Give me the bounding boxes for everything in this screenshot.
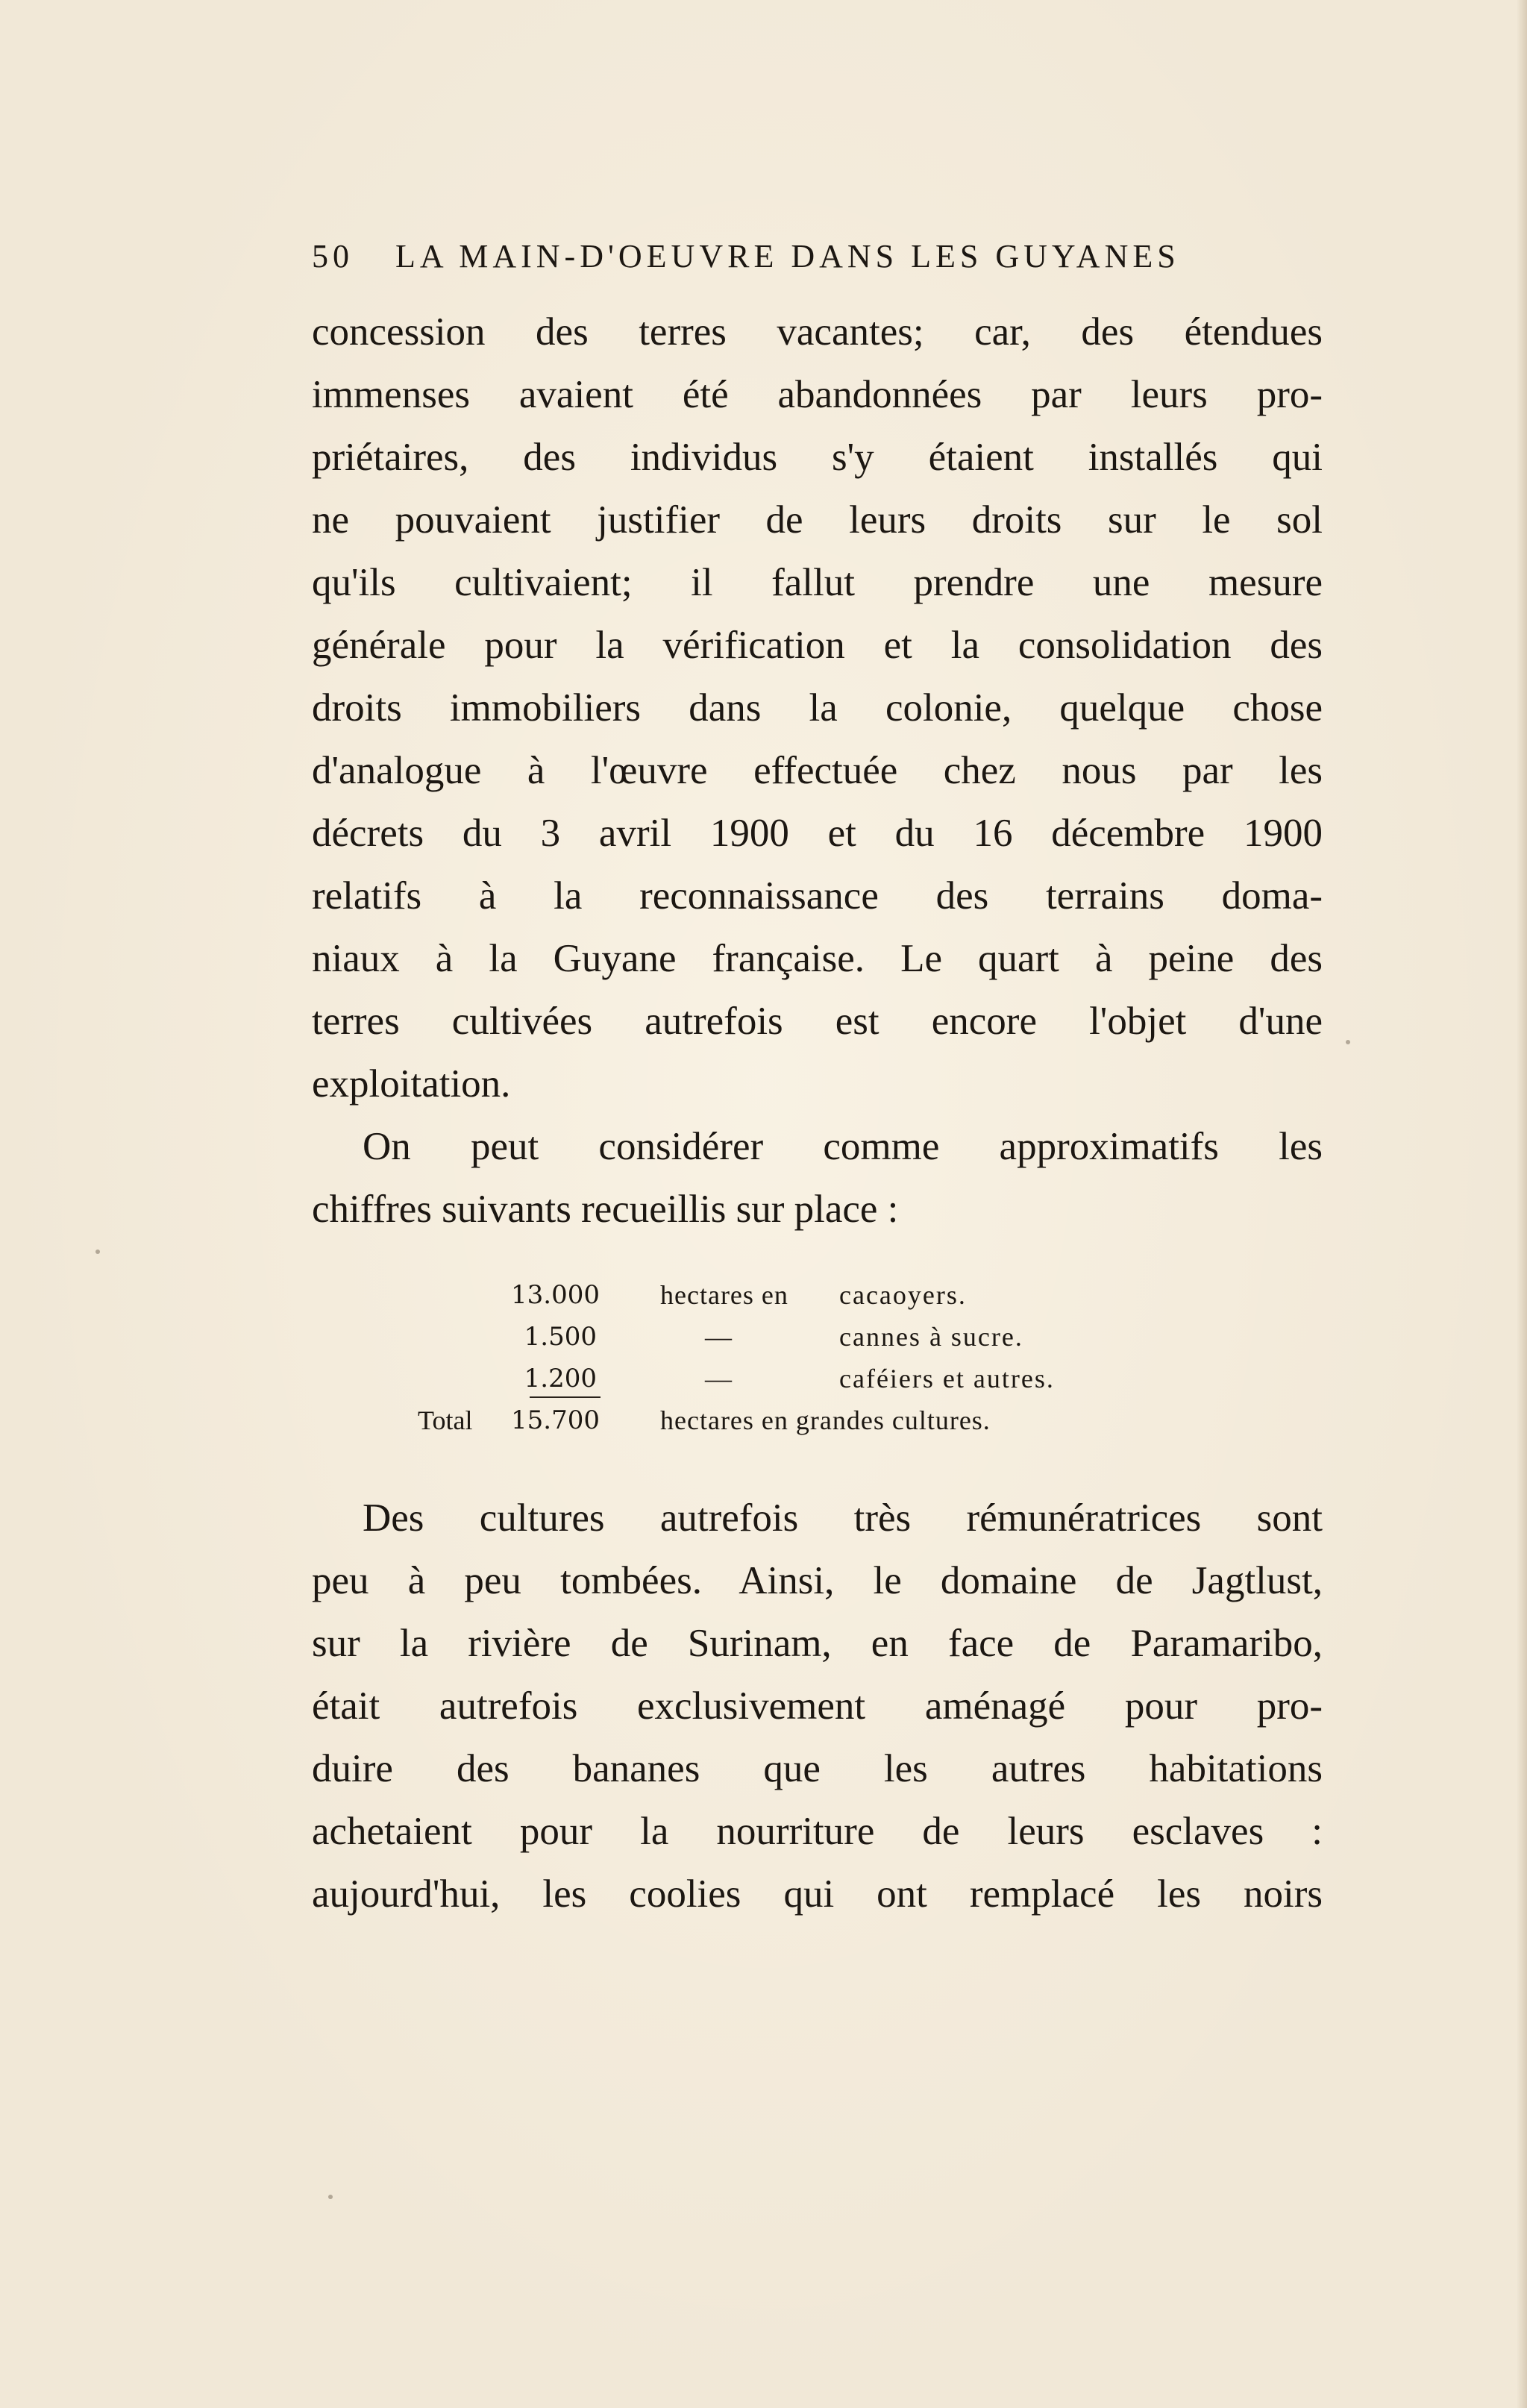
text-line: générale pour la vérification et la consolidation des <box>312 624 1323 667</box>
total-label: Total <box>418 1405 473 1435</box>
text-line: aujourd'hui, les coolies qui ont remplacé les noirs <box>312 1872 1323 1916</box>
hectare-value: 13.000 <box>511 1280 600 1310</box>
crop-name: caféiers et autres. <box>839 1364 1055 1393</box>
ditto-dash: — <box>705 1364 732 1393</box>
crop-name: cannes à sucre. <box>839 1322 1023 1352</box>
running-title: LA MAIN-D'OEUVRE DANS LES GUYANES <box>395 238 1180 275</box>
text-line: qu'ils cultivaient; il fallut prendre une mesure <box>312 561 1323 604</box>
hectare-value: 1.200 <box>524 1364 597 1393</box>
text-line: peu à peu tombées. Ainsi, le domaine de Jagtlust, <box>312 1559 1323 1602</box>
text-line: droits immobiliers dans la colonie, quelque chose <box>312 686 1323 730</box>
text-line: duire des bananes que les autres habitations <box>312 1747 1323 1790</box>
table-total-row <box>418 1399 1134 1441</box>
table-row <box>418 1358 1134 1399</box>
page-edge-shadow <box>1517 0 1527 2408</box>
table-row <box>418 1274 1134 1316</box>
text-line: immenses avaient été abandonnées par leurs pro- <box>312 373 1323 416</box>
unit-label: hectares en <box>660 1280 788 1310</box>
table-row <box>418 1316 1134 1358</box>
text-line: priétaires, des individus s'y étaient installés qui <box>312 436 1323 479</box>
paper-speck <box>328 2195 333 2199</box>
text-line: Des cultures autrefois très rémunératrices sont <box>363 1496 1323 1540</box>
text-line: concession des terres vacantes; car, des étendues <box>312 310 1323 354</box>
running-header <box>312 237 1326 282</box>
ditto-dash: — <box>705 1322 732 1352</box>
sum-rule <box>530 1396 601 1398</box>
text-line: chiffres suivants recueillis sur place : <box>312 1188 899 1231</box>
hectare-value: 1.500 <box>524 1322 597 1352</box>
text-line: relatifs à la reconnaissance des terrains doma- <box>312 874 1323 918</box>
text-line: niaux à la Guyane française. Le quart à peine des <box>312 937 1323 980</box>
page-number: 50 <box>312 238 354 275</box>
crop-name: cacaoyers. <box>839 1280 967 1310</box>
text-line: sur la rivière de Surinam, en face de Paramaribo, <box>312 1622 1323 1665</box>
text-line: On peut considérer comme approximatifs les <box>363 1125 1323 1168</box>
text-line: ne pouvaient justifier de leurs droits sur le sol <box>312 498 1323 542</box>
text-line: terres cultivées autrefois est encore l'objet d'une <box>312 1000 1323 1043</box>
paper-speck <box>95 1250 100 1254</box>
paragraph-1 <box>312 301 1323 1241</box>
paper-speck <box>1346 1040 1350 1044</box>
crop-area-table <box>418 1274 1134 1441</box>
text-line: achetaient pour la nourriture de leurs esclaves : <box>312 1810 1323 1853</box>
total-value: 15.700 <box>511 1405 600 1435</box>
total-description: hectares en grandes cultures. <box>660 1405 991 1435</box>
text-line: d'analogue à l'œuvre effectuée chez nous par les <box>312 749 1323 792</box>
text-line: décrets du 3 avril 1900 et du 16 décembre 1900 <box>312 812 1323 855</box>
paragraph-3 <box>312 1487 1323 1925</box>
text-line: était autrefois exclusivement aménagé pour pro- <box>312 1684 1323 1728</box>
text-line: exploitation. <box>312 1062 511 1106</box>
